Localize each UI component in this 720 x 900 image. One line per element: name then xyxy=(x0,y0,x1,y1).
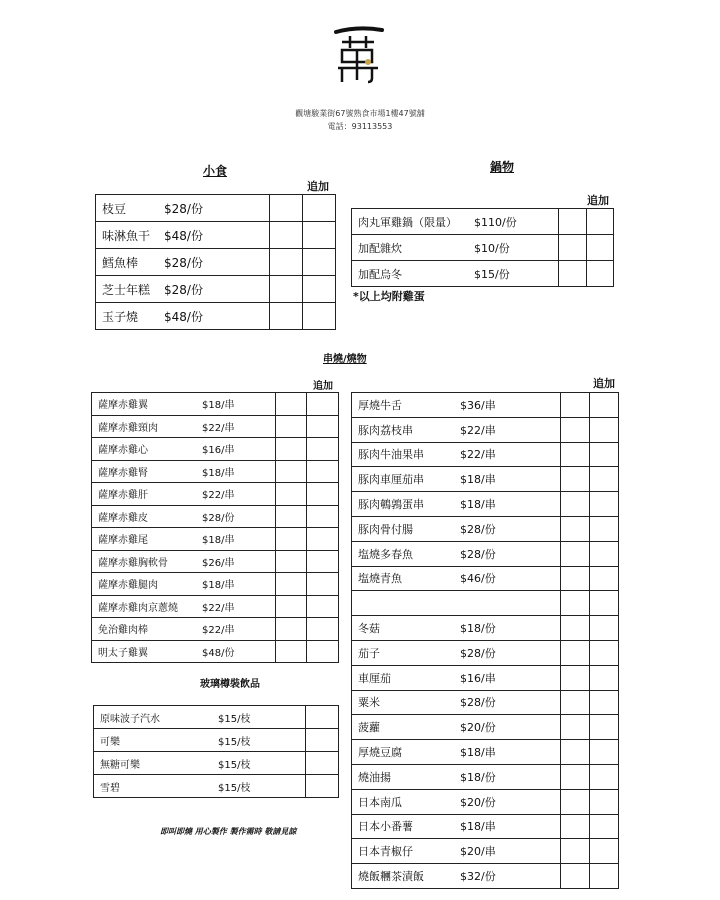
item-name: 塩燒青魚 xyxy=(358,572,402,586)
skewer-right-row xyxy=(352,764,619,789)
hotpot-row xyxy=(352,209,614,235)
item-price: $46/份 xyxy=(460,572,496,586)
item-price: $28/份 xyxy=(460,522,496,536)
item-price: $22/串 xyxy=(460,423,496,437)
menu-item-cell xyxy=(92,483,276,506)
snacks-title: 小食 xyxy=(203,164,228,178)
item-price: $28/份 xyxy=(164,201,203,216)
menu-item-cell xyxy=(96,195,270,222)
menu-item-cell xyxy=(92,415,276,438)
extra-order-box[interactable] xyxy=(276,640,307,663)
extra-order-box[interactable] xyxy=(270,249,303,276)
item-name: 加配雜炊 xyxy=(358,241,402,255)
skewer-right-row xyxy=(352,789,619,814)
menu-item-cell xyxy=(352,665,561,690)
menu-item-cell xyxy=(352,839,561,864)
item-price: $18/串 xyxy=(460,498,496,512)
item-price: $110/份 xyxy=(474,215,517,229)
menu-item-cell xyxy=(352,442,561,467)
menu-item-cell xyxy=(352,814,561,839)
item-price: $22/串 xyxy=(202,490,235,502)
skewer-left-row xyxy=(92,573,339,596)
extra-order-box[interactable] xyxy=(590,690,619,715)
extra-order-box[interactable] xyxy=(559,235,587,261)
item-price: $22/串 xyxy=(460,448,496,462)
item-name: 日本小番薯 xyxy=(358,820,413,834)
extra-order-box[interactable] xyxy=(561,616,590,641)
menu-item-cell xyxy=(92,438,276,461)
extra-order-box[interactable] xyxy=(307,573,339,596)
extra-order-box[interactable] xyxy=(276,438,307,461)
extra-order-box[interactable] xyxy=(276,393,307,416)
menu-item-cell xyxy=(92,573,276,596)
item-name: 味淋魚干 xyxy=(102,228,151,243)
extra-order-box[interactable] xyxy=(587,261,614,287)
item-price: $28/份 xyxy=(460,646,496,660)
extra-order-box[interactable] xyxy=(276,595,307,618)
item-price: $22/串 xyxy=(202,602,235,614)
extra-order-box[interactable] xyxy=(307,528,339,551)
menu-item-cell xyxy=(352,209,559,235)
extra-order-box[interactable] xyxy=(561,516,590,541)
skewers-right-extra-label: 追加 xyxy=(593,377,615,390)
item-name: 無糖可樂 xyxy=(100,759,140,771)
menu-item-cell xyxy=(352,541,561,566)
extra-order-box[interactable] xyxy=(307,550,339,573)
skewers-left-extra-label: 追加 xyxy=(313,381,333,392)
extra-order-box[interactable] xyxy=(590,814,619,839)
extra-order-box[interactable] xyxy=(303,249,336,276)
item-price: $32/份 xyxy=(460,870,496,884)
item-price: $20/份 xyxy=(460,721,496,735)
extra-order-box[interactable] xyxy=(561,566,590,591)
item-name: 玉子燒 xyxy=(102,309,139,324)
item-name: 豚肉鵪鶉蛋串 xyxy=(358,498,424,512)
extra-order-box[interactable] xyxy=(270,303,303,330)
extra-order-box[interactable] xyxy=(590,789,619,814)
skewer-right-row xyxy=(352,864,619,889)
item-price: $18/串 xyxy=(202,400,235,412)
item-price: $48/份 xyxy=(164,228,203,243)
extra-order-box[interactable] xyxy=(561,393,590,418)
extra-order-box[interactable] xyxy=(306,729,339,752)
item-price: $28/份 xyxy=(164,255,203,270)
extra-order-box[interactable] xyxy=(303,222,336,249)
menu-item-cell xyxy=(352,492,561,517)
menu-item-cell xyxy=(352,235,559,261)
item-price: $28/份 xyxy=(460,547,496,561)
item-name: 鱈魚棒 xyxy=(102,255,139,270)
skewer-right-row xyxy=(352,814,619,839)
extra-order-box[interactable] xyxy=(587,209,614,235)
skewer-right-row xyxy=(352,740,619,765)
drinks-row xyxy=(94,752,339,775)
extra-order-box[interactable] xyxy=(590,839,619,864)
item-name: 薩摩赤雞頸肉 xyxy=(98,422,158,434)
item-price: $48/份 xyxy=(202,647,235,659)
menu-item-cell xyxy=(92,550,276,573)
menu-item-cell xyxy=(352,417,561,442)
extra-order-box[interactable] xyxy=(307,640,339,663)
footer-note: 即叫即燒 用心製作 製作需時 敬請見諒 xyxy=(160,827,297,836)
item-name: 薩摩赤雞心 xyxy=(98,445,148,457)
extra-order-box[interactable] xyxy=(590,764,619,789)
snacks-extra-label: 追加 xyxy=(307,180,329,193)
extra-order-box[interactable] xyxy=(561,740,590,765)
snacks-table xyxy=(95,194,336,330)
item-price: $18/串 xyxy=(460,473,496,487)
menu-item-cell xyxy=(352,740,561,765)
item-name: 燒油揚 xyxy=(358,770,391,784)
extra-order-box[interactable] xyxy=(307,618,339,641)
extra-order-box[interactable] xyxy=(307,438,339,461)
item-price: $20/串 xyxy=(460,845,496,859)
drinks-row xyxy=(94,706,339,729)
skewer-right-row xyxy=(352,393,619,418)
item-name: 冬菇 xyxy=(358,622,380,636)
item-price: $18/串 xyxy=(202,535,235,547)
snacks-row xyxy=(96,303,336,330)
item-price: $22/串 xyxy=(202,422,235,434)
item-name: 芝士年糕 xyxy=(102,282,151,297)
extra-order-box[interactable] xyxy=(590,640,619,665)
item-name: 加配烏冬 xyxy=(358,267,402,281)
item-price: $16/串 xyxy=(202,445,235,457)
menu-item-cell xyxy=(92,640,276,663)
skewer-left-row xyxy=(92,595,339,618)
address-text: 觀塘駿業街67號熟食市場1樓47號舖 xyxy=(295,109,425,118)
menu-item-cell xyxy=(92,393,276,416)
item-price: $18/串 xyxy=(202,580,235,592)
menu-item-cell xyxy=(352,616,561,641)
item-price: $22/串 xyxy=(202,625,235,637)
snacks-row xyxy=(96,276,336,303)
menu-item-cell xyxy=(352,393,561,418)
hotpot-row xyxy=(352,261,614,287)
skewer-left-row xyxy=(92,393,339,416)
skewer-left-row xyxy=(92,460,339,483)
extra-order-box[interactable] xyxy=(270,222,303,249)
extra-order-box[interactable] xyxy=(276,573,307,596)
extra-order-box[interactable] xyxy=(307,595,339,618)
skewer-left-row xyxy=(92,640,339,663)
menu-item-cell xyxy=(352,591,561,616)
snacks-row xyxy=(96,195,336,222)
extra-order-box[interactable] xyxy=(561,715,590,740)
item-name: 厚燒豆腐 xyxy=(358,746,402,760)
item-name: 塩燒多春魚 xyxy=(358,547,413,561)
skewer-left-row xyxy=(92,415,339,438)
item-name: 車厘茄 xyxy=(358,671,391,685)
skewer-left-row xyxy=(92,550,339,573)
item-price: $15/份 xyxy=(474,267,510,281)
item-price: $15/枝 xyxy=(218,713,251,725)
extra-order-box[interactable] xyxy=(590,541,619,566)
menu-item-cell xyxy=(352,516,561,541)
extra-order-box[interactable] xyxy=(276,415,307,438)
item-name: 薩摩赤雞翼 xyxy=(98,400,148,412)
extra-order-box[interactable] xyxy=(561,839,590,864)
item-price: $18/串 xyxy=(460,746,496,760)
extra-order-box[interactable] xyxy=(590,417,619,442)
item-name: 燒飯糰茶漬飯 xyxy=(358,870,424,884)
extra-order-box[interactable] xyxy=(590,492,619,517)
item-name: 薩摩赤雞胸軟骨 xyxy=(98,557,168,569)
snacks-row xyxy=(96,222,336,249)
skewer-right-row xyxy=(352,690,619,715)
extra-order-box[interactable] xyxy=(270,195,303,222)
menu-item-cell xyxy=(92,460,276,483)
menu-item-cell xyxy=(352,764,561,789)
extra-order-box[interactable] xyxy=(590,665,619,690)
extra-order-box[interactable] xyxy=(590,442,619,467)
extra-order-box[interactable] xyxy=(559,261,587,287)
menu-item-cell xyxy=(352,715,561,740)
extra-order-box[interactable] xyxy=(590,393,619,418)
menu-item-cell xyxy=(94,706,306,729)
extra-order-box[interactable] xyxy=(306,706,339,729)
extra-order-box[interactable] xyxy=(276,505,307,528)
extra-order-box[interactable] xyxy=(276,483,307,506)
item-name: 豚肉牛油果串 xyxy=(358,448,424,462)
menu-item-cell xyxy=(96,303,270,330)
item-price: $18/串 xyxy=(202,467,235,479)
skewer-left-row xyxy=(92,438,339,461)
item-name: 日本南瓜 xyxy=(358,795,402,809)
skewer-right-row xyxy=(352,715,619,740)
item-price: $10/份 xyxy=(474,241,510,255)
drinks-table xyxy=(93,705,339,798)
skewer-left-row xyxy=(92,505,339,528)
extra-order-box[interactable] xyxy=(590,566,619,591)
skewer-right-row xyxy=(352,492,619,517)
skewer-right-row xyxy=(352,566,619,591)
hotpot-row xyxy=(352,235,614,261)
item-price: $18/份 xyxy=(460,770,496,784)
extra-order-box[interactable] xyxy=(561,789,590,814)
extra-order-box[interactable] xyxy=(306,775,339,798)
menu-item-cell xyxy=(96,222,270,249)
extra-order-box[interactable] xyxy=(587,235,614,261)
extra-order-box[interactable] xyxy=(276,618,307,641)
skewers-title: 串燒/燒物 xyxy=(323,354,367,365)
skewer-right-row xyxy=(352,640,619,665)
skewer-left-row xyxy=(92,618,339,641)
extra-order-box[interactable] xyxy=(303,276,336,303)
menu-item-cell xyxy=(96,276,270,303)
menu-item-cell xyxy=(352,566,561,591)
drinks-row xyxy=(94,729,339,752)
extra-order-box[interactable] xyxy=(307,460,339,483)
item-name: 薩摩赤雞肉京蔥燒 xyxy=(98,602,178,614)
extra-order-box[interactable] xyxy=(307,393,339,416)
extra-order-box[interactable] xyxy=(561,640,590,665)
drinks-title: 玻璃樽裝飲品 xyxy=(200,679,260,690)
skewer-right-row xyxy=(352,591,619,616)
extra-order-box[interactable] xyxy=(561,591,590,616)
item-price: $28/份 xyxy=(202,512,235,524)
extra-order-box[interactable] xyxy=(561,864,590,889)
skewer-right-row xyxy=(352,541,619,566)
menu-item-cell xyxy=(352,864,561,889)
item-name: 豚肉車厘茄串 xyxy=(358,473,424,487)
extra-order-box[interactable] xyxy=(307,415,339,438)
skewer-left-row xyxy=(92,483,339,506)
hotpot-extra-label: 追加 xyxy=(587,194,609,207)
item-name: 菠蘿 xyxy=(358,721,380,735)
item-name: 免治雞肉棒 xyxy=(98,625,148,637)
extra-order-box[interactable] xyxy=(590,467,619,492)
menu-item-cell xyxy=(94,729,306,752)
extra-order-box[interactable] xyxy=(590,591,619,616)
extra-order-box[interactable] xyxy=(590,516,619,541)
hotpot-note: *以上均附雞蛋 xyxy=(353,290,425,303)
item-name: 明太子雞翼 xyxy=(98,647,148,659)
extra-order-box[interactable] xyxy=(561,764,590,789)
extra-order-box[interactable] xyxy=(561,492,590,517)
extra-order-box[interactable] xyxy=(276,550,307,573)
item-name: 薩摩赤雞尾 xyxy=(98,535,148,547)
extra-order-box[interactable] xyxy=(590,864,619,889)
extra-order-box[interactable] xyxy=(270,276,303,303)
menu-item-cell xyxy=(96,249,270,276)
item-name: 粟米 xyxy=(358,696,380,710)
skewers-right-table xyxy=(351,392,619,889)
item-price: $28/份 xyxy=(164,282,203,297)
skewer-right-row xyxy=(352,442,619,467)
skewer-right-row xyxy=(352,665,619,690)
item-price: $26/串 xyxy=(202,557,235,569)
item-name: 薩摩赤雞皮 xyxy=(98,512,148,524)
extra-order-box[interactable] xyxy=(276,460,307,483)
extra-order-box[interactable] xyxy=(590,715,619,740)
hotpot-table xyxy=(351,208,614,287)
skewer-right-row xyxy=(352,467,619,492)
skewer-right-row xyxy=(352,839,619,864)
item-name: 可樂 xyxy=(100,736,120,748)
menu-item-cell xyxy=(94,775,306,798)
extra-order-box[interactable] xyxy=(561,417,590,442)
extra-order-box[interactable] xyxy=(561,467,590,492)
skewer-right-row xyxy=(352,516,619,541)
item-price: $15/枝 xyxy=(218,782,251,794)
item-price: $18/份 xyxy=(460,622,496,636)
menu-item-cell xyxy=(92,618,276,641)
extra-order-box[interactable] xyxy=(561,814,590,839)
menu-item-cell xyxy=(92,595,276,618)
skewer-left-row xyxy=(92,528,339,551)
item-name: 日本青椒仔 xyxy=(358,845,413,859)
extra-order-box[interactable] xyxy=(561,665,590,690)
skewer-right-row xyxy=(352,616,619,641)
drinks-row xyxy=(94,775,339,798)
menu-item-cell xyxy=(92,528,276,551)
item-price: $28/份 xyxy=(460,696,496,710)
extra-order-box[interactable] xyxy=(307,483,339,506)
extra-order-box[interactable] xyxy=(590,740,619,765)
menu-item-cell xyxy=(94,752,306,775)
item-price: $20/份 xyxy=(460,795,496,809)
item-price: $36/串 xyxy=(460,398,496,412)
extra-order-box[interactable] xyxy=(561,690,590,715)
restaurant-logo xyxy=(328,20,388,90)
extra-order-box[interactable] xyxy=(303,195,336,222)
extra-order-box[interactable] xyxy=(307,505,339,528)
item-name: 豚肉骨付腸 xyxy=(358,522,413,536)
item-name: 薩摩赤雞腎 xyxy=(98,467,148,479)
extra-order-box[interactable] xyxy=(561,442,590,467)
item-name: 厚燒牛舌 xyxy=(358,398,402,412)
menu-item-cell xyxy=(352,467,561,492)
phone-text: 電話：93113553 xyxy=(327,122,393,131)
item-name: 原味波子汽水 xyxy=(100,713,160,725)
item-price: $48/份 xyxy=(164,309,203,324)
item-name: 豚肉荔枝串 xyxy=(358,423,413,437)
extra-order-box[interactable] xyxy=(306,752,339,775)
extra-order-box[interactable] xyxy=(590,616,619,641)
skewers-left-table xyxy=(91,392,339,663)
extra-order-box[interactable] xyxy=(561,541,590,566)
skewer-right-row xyxy=(352,417,619,442)
menu-item-cell xyxy=(352,690,561,715)
item-name: 肉丸軍雞鍋（限量） xyxy=(358,215,457,229)
extra-order-box[interactable] xyxy=(559,209,587,235)
extra-order-box[interactable] xyxy=(303,303,336,330)
item-price: $16/串 xyxy=(460,671,496,685)
item-name: 薩摩赤雞腿肉 xyxy=(98,580,158,592)
item-price: $18/串 xyxy=(460,820,496,834)
item-name: 薩摩赤雞肝 xyxy=(98,490,148,502)
item-price: $15/枝 xyxy=(218,759,251,771)
snacks-row xyxy=(96,249,336,276)
menu-item-cell xyxy=(92,505,276,528)
extra-order-box[interactable] xyxy=(276,528,307,551)
item-name: 雪碧 xyxy=(100,782,120,794)
item-name: 茄子 xyxy=(358,646,380,660)
menu-item-cell xyxy=(352,789,561,814)
menu-item-cell xyxy=(352,261,559,287)
item-price: $15/枝 xyxy=(218,736,251,748)
item-name: 枝豆 xyxy=(102,201,127,216)
hotpot-title: 鍋物 xyxy=(490,160,515,174)
menu-item-cell xyxy=(352,640,561,665)
